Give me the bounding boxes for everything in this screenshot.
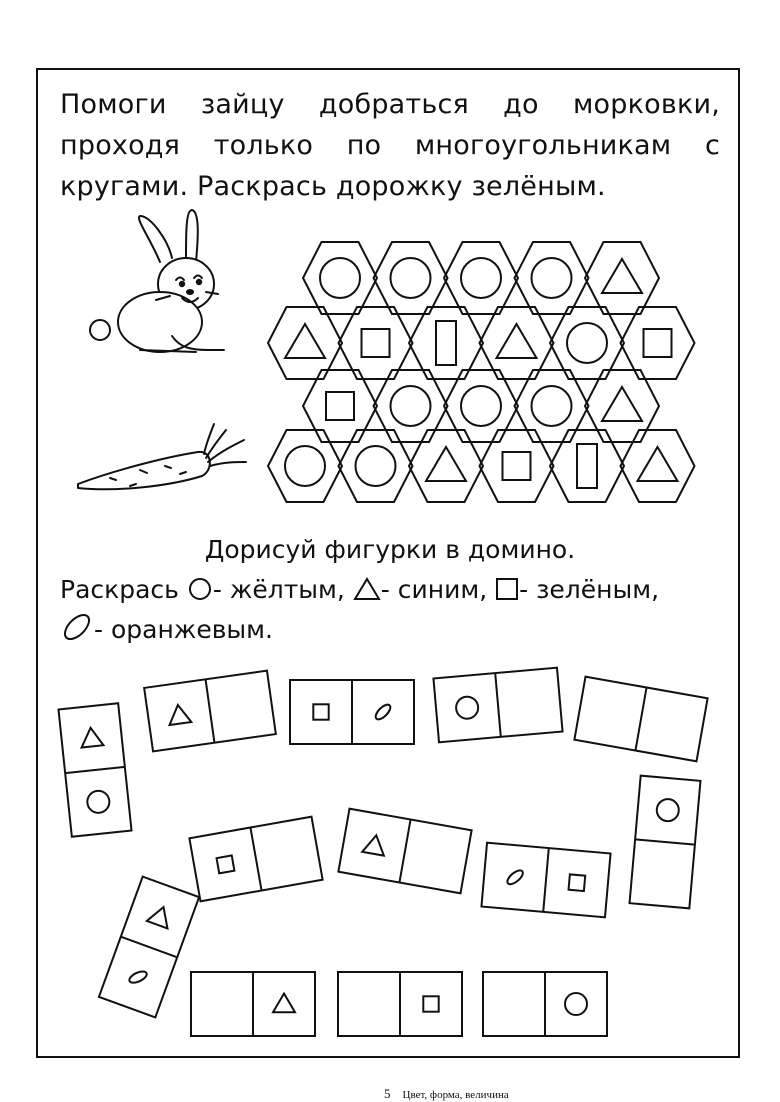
hex-cell bbox=[550, 430, 624, 502]
domino-divider bbox=[121, 937, 177, 958]
hex-outline bbox=[339, 307, 413, 379]
circle-shape bbox=[285, 446, 325, 486]
circle-shape bbox=[532, 386, 572, 426]
page-footer bbox=[384, 1086, 509, 1102]
circle-shape bbox=[356, 446, 396, 486]
square-shape bbox=[503, 452, 531, 480]
page-number: 5 bbox=[384, 1086, 391, 1101]
square-shape bbox=[362, 329, 390, 357]
hex-cell bbox=[374, 370, 448, 442]
domino-tile bbox=[630, 776, 701, 909]
hex-outline bbox=[409, 307, 483, 379]
circle-shape bbox=[455, 696, 479, 720]
domino-divider bbox=[65, 767, 125, 773]
task2-title: Дорисуй фигурки в домино. bbox=[204, 535, 576, 564]
oval-icon bbox=[60, 613, 94, 641]
triangle-icon bbox=[353, 577, 381, 601]
triangle-shape bbox=[167, 703, 191, 725]
hex-outline bbox=[444, 370, 518, 442]
circle-shape bbox=[567, 323, 607, 363]
hex-outline bbox=[515, 370, 589, 442]
domino-tile bbox=[290, 680, 414, 744]
circle-shape bbox=[656, 798, 680, 822]
triangle-shape bbox=[273, 994, 295, 1013]
hex-cell bbox=[444, 370, 518, 442]
hex-cell bbox=[621, 307, 695, 379]
rabbit-illustration bbox=[90, 210, 224, 352]
hex-cell bbox=[550, 307, 624, 379]
circle-shape bbox=[461, 386, 501, 426]
triangle-shape bbox=[602, 387, 642, 421]
task1-instruction: Помоги зайцу добраться до морковки, проходя только по многоугольникам с кругами. Раскрась дорожку зелёным. bbox=[60, 89, 720, 202]
hex-outline bbox=[550, 307, 624, 379]
hex-outline bbox=[480, 307, 554, 379]
hex-outline bbox=[303, 242, 377, 314]
hex-outline bbox=[268, 430, 342, 502]
hex-outline bbox=[374, 242, 448, 314]
hex-outline bbox=[621, 307, 695, 379]
rectangle-shape bbox=[436, 321, 456, 365]
square-shape bbox=[326, 392, 354, 420]
hex-cell bbox=[339, 307, 413, 379]
domino-divider bbox=[399, 819, 410, 882]
triangle-shape bbox=[80, 727, 104, 748]
circle-shape bbox=[320, 258, 360, 298]
hex-cell bbox=[444, 242, 518, 314]
triangle-shape bbox=[602, 259, 642, 293]
triangle-shape bbox=[497, 324, 537, 358]
hex-cell bbox=[374, 242, 448, 314]
triangle-shape bbox=[426, 447, 466, 481]
hex-outline bbox=[585, 242, 659, 314]
domino-tile bbox=[338, 809, 471, 894]
carrot-illustration bbox=[78, 424, 246, 489]
task2-color-legend-2 bbox=[60, 612, 273, 648]
circle-shape bbox=[391, 386, 431, 426]
hex-cell bbox=[409, 430, 483, 502]
hex-cell bbox=[585, 242, 659, 314]
legend-square-label: - зелёным, bbox=[519, 575, 660, 604]
triangle-shape bbox=[285, 324, 325, 358]
domino-tile bbox=[483, 972, 607, 1036]
hex-outline bbox=[621, 430, 695, 502]
legend-oval-label: - оранжевым. bbox=[94, 615, 273, 644]
hex-cell bbox=[480, 307, 554, 379]
circle-shape bbox=[391, 258, 431, 298]
domino-set bbox=[58, 668, 707, 1036]
square-shape bbox=[313, 704, 328, 719]
hex-outline bbox=[374, 370, 448, 442]
legend-circle-label: - жёлтым, bbox=[212, 575, 345, 604]
circle-shape bbox=[461, 258, 501, 298]
task2-color-legend bbox=[60, 572, 659, 608]
square-shape bbox=[423, 996, 438, 1011]
hex-cell bbox=[409, 307, 483, 379]
hex-cell bbox=[303, 242, 377, 314]
circle-shape bbox=[565, 993, 587, 1015]
circle-icon bbox=[187, 577, 213, 601]
hex-cell bbox=[515, 370, 589, 442]
domino-divider bbox=[495, 673, 501, 737]
domino-divider bbox=[635, 839, 695, 844]
circle-shape bbox=[86, 790, 110, 814]
domino-tile bbox=[189, 817, 322, 902]
oval-shape bbox=[505, 868, 525, 887]
hex-outline bbox=[339, 430, 413, 502]
hex-cell bbox=[303, 370, 377, 442]
hex-cell bbox=[515, 242, 589, 314]
oval-shape bbox=[373, 702, 392, 721]
circle-shape bbox=[532, 258, 572, 298]
legend-prefix: Раскрась bbox=[60, 575, 179, 604]
hex-cell bbox=[480, 430, 554, 502]
hex-outline bbox=[303, 370, 377, 442]
domino-tile bbox=[574, 677, 707, 762]
domino-tile bbox=[144, 671, 276, 752]
hex-cell bbox=[268, 430, 342, 502]
hex-outline bbox=[550, 430, 624, 502]
domino-tile bbox=[433, 668, 562, 743]
hex-outline bbox=[585, 370, 659, 442]
domino-divider bbox=[543, 848, 549, 912]
domino-tile bbox=[338, 972, 462, 1036]
domino-tile bbox=[58, 703, 131, 837]
hex-cell bbox=[339, 430, 413, 502]
hex-outline bbox=[515, 242, 589, 314]
triangle-shape bbox=[147, 903, 174, 928]
domino-divider bbox=[635, 687, 646, 750]
hex-outline bbox=[480, 430, 554, 502]
hex-outline bbox=[268, 307, 342, 379]
hexagon-grid bbox=[268, 242, 695, 502]
hex-outline bbox=[444, 242, 518, 314]
oval-shape bbox=[128, 969, 149, 985]
domino-tile bbox=[191, 972, 315, 1036]
square-shape bbox=[217, 855, 235, 873]
rectangle-shape bbox=[577, 444, 597, 488]
domino-tile bbox=[99, 877, 199, 1018]
domino-divider bbox=[250, 827, 261, 890]
triangle-shape bbox=[362, 833, 387, 855]
hex-outline bbox=[409, 430, 483, 502]
square-shape bbox=[569, 874, 586, 891]
legend-triangle-label: - синим, bbox=[380, 575, 488, 604]
triangle-shape bbox=[638, 447, 678, 481]
domino-divider bbox=[206, 679, 215, 742]
domino-tile bbox=[481, 843, 610, 918]
square-icon bbox=[495, 577, 519, 601]
hex-cell bbox=[585, 370, 659, 442]
book-title: Цвет, форма, величина bbox=[402, 1089, 509, 1101]
square-shape bbox=[644, 329, 672, 357]
hex-cell bbox=[621, 430, 695, 502]
hex-cell bbox=[268, 307, 342, 379]
